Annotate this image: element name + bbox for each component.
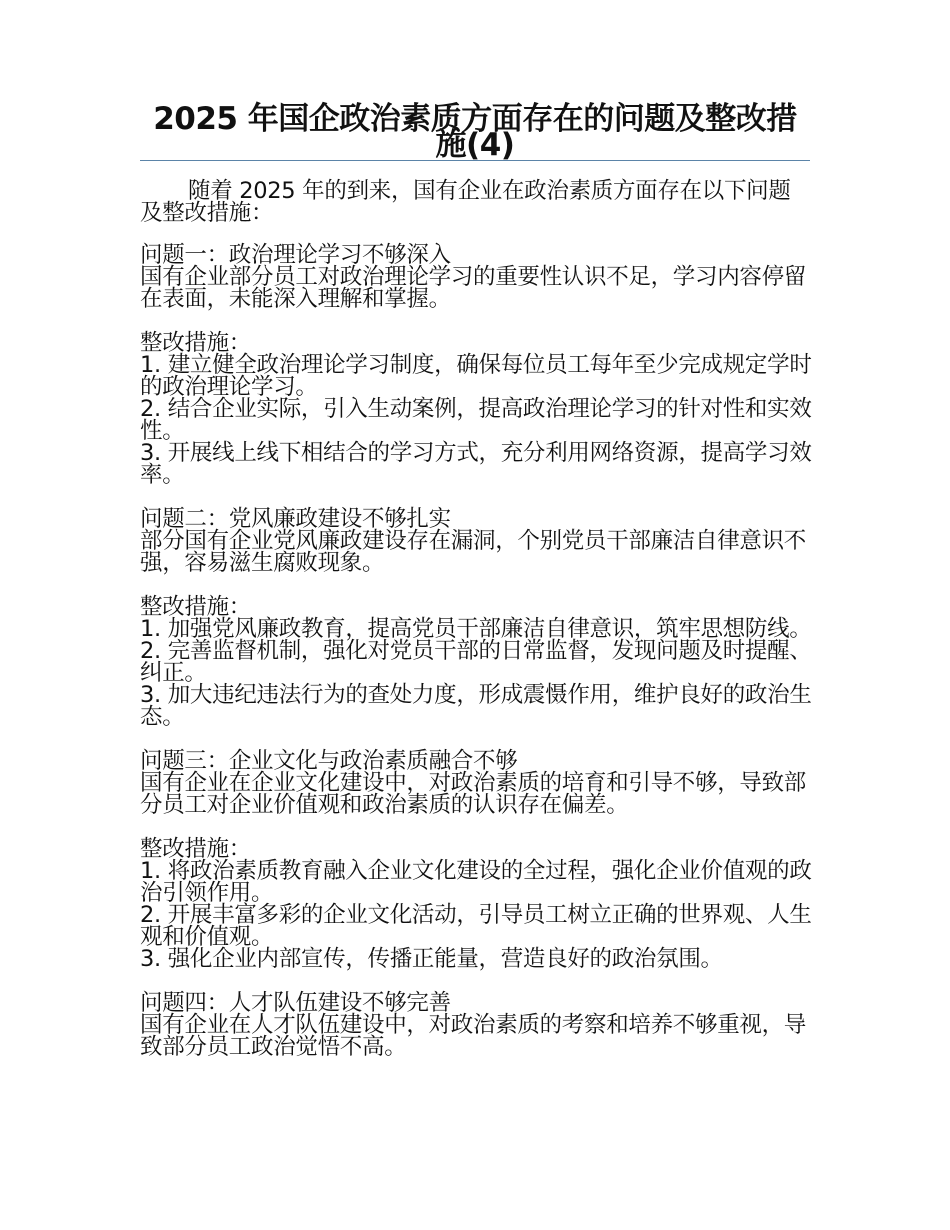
problem-description: 国有企业在人才队伍建设中，对政治素质的考察和培养不够重视，导致部分员工政治觉悟不高。: [140, 1012, 807, 1060]
measure-item: 1. 将政治素质教育融入企业文化建设的全过程，强化企业价值观的政治引领作用。: [140, 858, 812, 906]
problem-heading: 问题一：政治理论学习不够深入: [140, 242, 451, 268]
measure-item: 2. 开展丰富多彩的企业文化活动，引导员工树立正确的世界观、人生观和价值观。: [140, 902, 812, 950]
problem-description: 部分国有企业党风廉政建设存在漏洞，个别党员干部廉洁自律意识不强，容易滋生腐败现象。: [140, 528, 807, 576]
measure-item: 2. 结合企业实际，引入生动案例，提高政治理论学习的针对性和实效性。: [140, 396, 812, 444]
measure-item: 1. 加强党风廉政教育，提高党员干部廉洁自律意识，筑牢思想防线。: [140, 616, 812, 642]
spacer: [140, 728, 812, 750]
measure-item: 3. 加大违纪违法行为的查处力度，形成震慑作用，维护良好的政治生态。: [140, 682, 812, 730]
measure-item: 3. 开展线上线下相结合的学习方式，充分利用网络资源，提高学习效率。: [140, 440, 812, 488]
spacer: [140, 224, 812, 244]
measures-label: 整改措施：: [140, 594, 252, 620]
spacer: [140, 310, 812, 332]
measures-label: 整改措施：: [140, 836, 252, 862]
problem-heading: 问题四：人才队伍建设不够完善: [140, 990, 451, 1016]
document-body: [140, 180, 812, 1058]
intro-paragraph: 随着 2025 年的到来，国有企业在政治素质方面存在以下问题及整改措施：: [140, 178, 791, 226]
problem-heading: 问题三：企业文化与政治素质融合不够: [140, 748, 518, 774]
problem-description: 国有企业在企业文化建设中，对政治素质的培育和引导不够，导致部分员工对企业价值观和政治素质的认识存在偏差。: [140, 770, 807, 818]
measure-item: 3. 强化企业内部宣传，传播正能量，营造良好的政治氛围。: [140, 946, 723, 972]
measure-item: 2. 完善监督机制，强化对党员干部的日常监督，发现问题及时提醒、纠正。: [140, 638, 812, 686]
spacer: [140, 574, 812, 596]
spacer: [140, 816, 812, 838]
spacer: [140, 970, 812, 992]
title-divider: [140, 160, 810, 161]
measure-item: 1. 建立健全政治理论学习制度，确保每位员工每年至少完成规定学时的政治理论学习。: [140, 352, 812, 400]
spacer: [140, 486, 812, 508]
problem-description: 国有企业部分员工对政治理论学习的重要性认识不足，学习内容停留在表面，未能深入理解和掌握。: [140, 264, 807, 312]
problem-heading: 问题二：党风廉政建设不够扎实: [140, 506, 451, 532]
document-title: 2025 年国企政治素质方面存在的问题及整改措施(4): [153, 101, 797, 163]
measures-label: 整改措施：: [140, 330, 252, 356]
